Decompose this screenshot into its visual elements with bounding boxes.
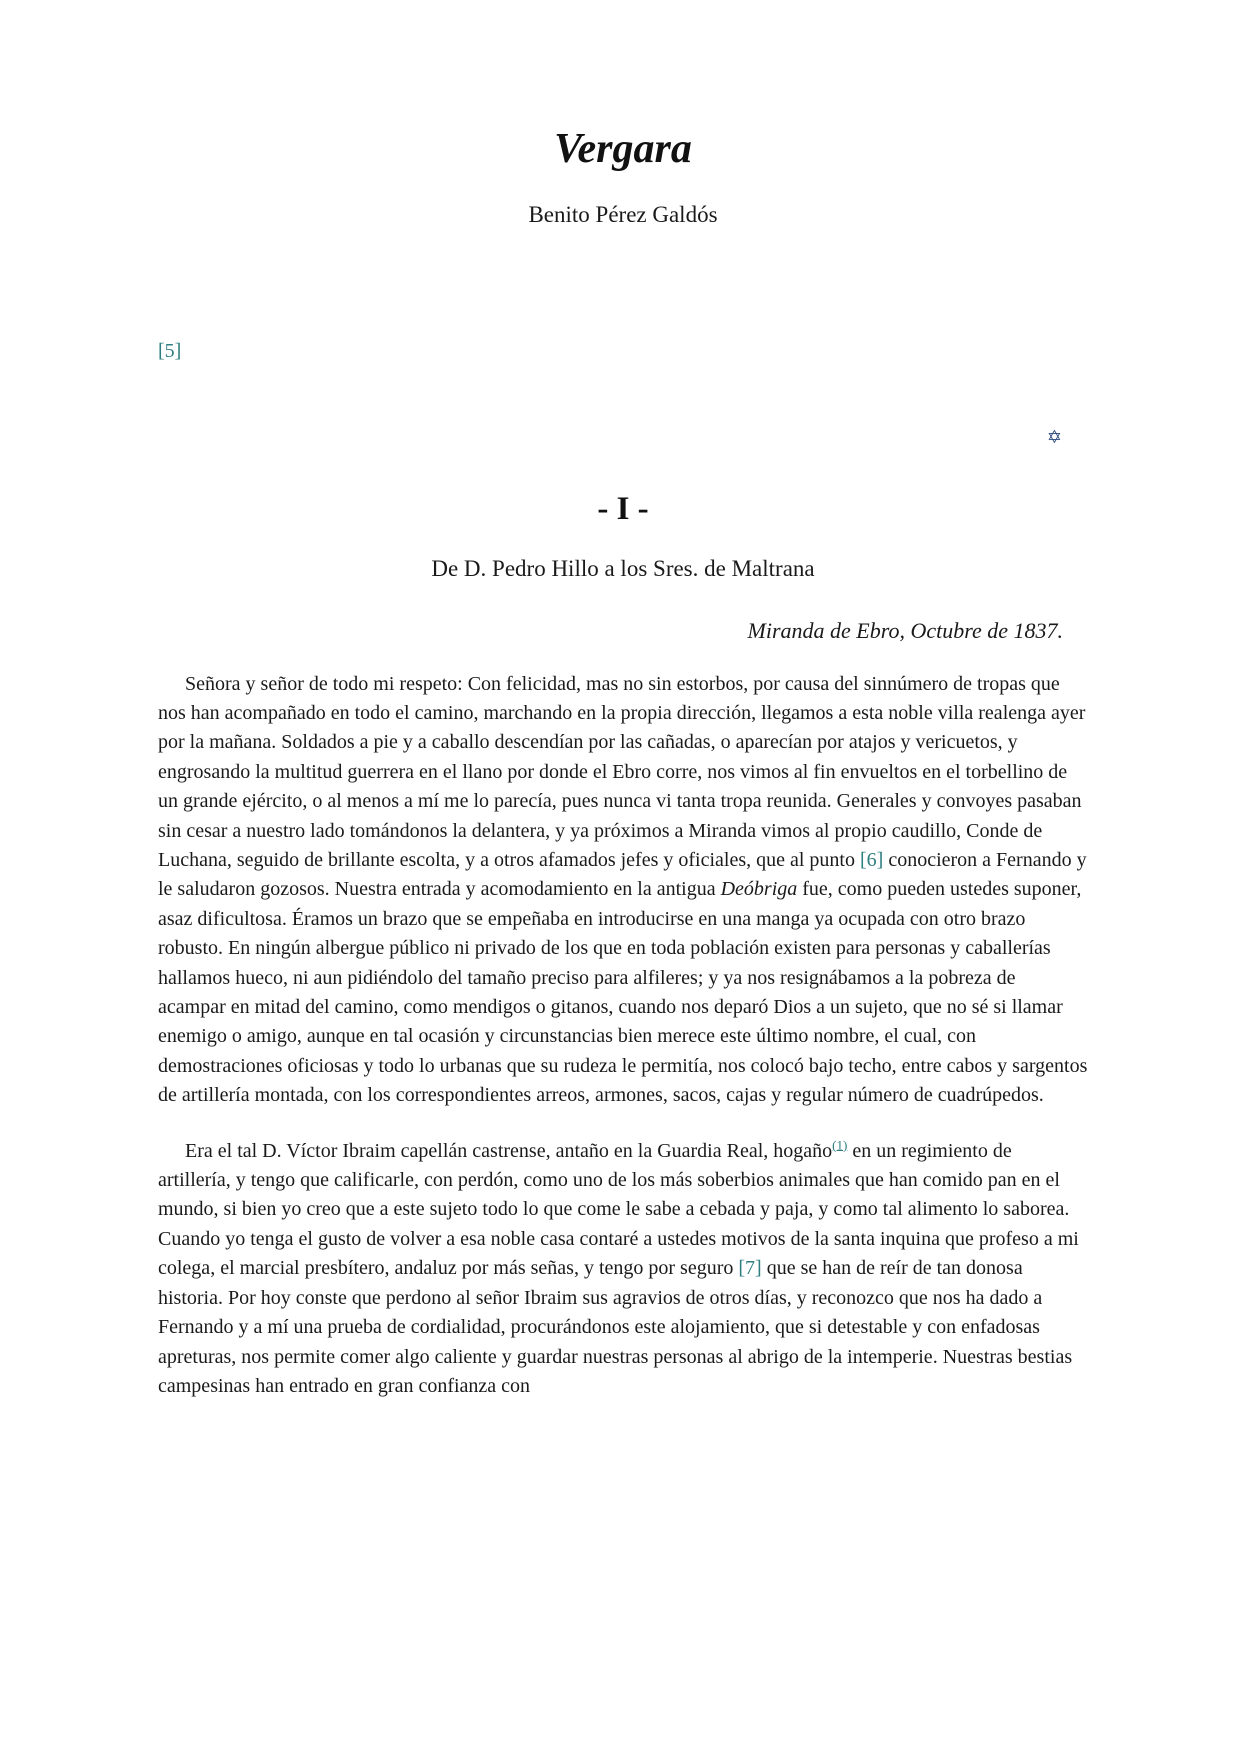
- text-run: que se han de reír de tan donosa historia. Por hoy conste que perdono al señor Ibraim sus agravios de otros días, y reconozco que nos ha dado a Fernando y a mí una prueba de cordialidad, procurándonos este alojamiento, que si detestable y con enfadosas apreturas, nos permite comer algo caliente y guardar nuestras personas al abrigo de la intemperie. Nuestras bestias campesinas han entrado en gran confianza con: [158, 1257, 1073, 1397]
- footnote-link[interactable]: (1): [832, 1137, 848, 1153]
- dateline: Miranda de Ebro, Octubre de 1837.: [747, 617, 1063, 643]
- footnote-superscript: [832, 1137, 847, 1152]
- text-run: fue, como pueden ustedes suponer, asaz dificultosa. Éramos un brazo que se empeñaba en introducirse en una manga ya ocupada con otro brazo robusto. En ningún albergue público ni privado de los que en toda población existen para personas y caballerías hallamos hueco, ni aun pidiéndolo del tamaño preciso para alfileres; y ya nos resignábamos a la pobreza de acampar en mitad del camino, como mendigos o gitanos, cuando nos deparó Dios a un sujeto, que no sé si llamar enemigo o amigo, aunque en tal ocasión y circunstancias bien merece este último nombre, el cual, con demostraciones oficiosas y todo lo urbanas que su rudeza le permitía, nos colocó bajo techo, entre cabos y sargentos de artillería montada, con los correspondientes arreos, armones, sacos, cajas y regular número de cuadrúpedos.: [158, 878, 1088, 1107]
- paragraph: [158, 670, 1088, 1111]
- book-author: Benito Pérez Galdós: [528, 202, 718, 228]
- text-run: en un regimiento de artillería, y tengo que calificarle, con perdón, como uno de los más soberbios animales que han comido pan en el mundo, si bien yo creo que a este sujeto todo lo que come le sabe a cebada y paja, y como tal alimento lo saborea. Cuando yo tenga el gusto de volver a esa noble casa contaré a ustedes motivos de la santa inquina que profeso a mi colega, el marcial presbítero, andaluz por más señas, y tengo por seguro: [158, 1139, 1079, 1280]
- chapter-heading: - I -: [597, 490, 649, 527]
- chapter-subtitle: De D. Pedro Hillo a los Sres. de Maltrana: [431, 555, 815, 581]
- star-of-david-icon[interactable]: ✡: [1046, 427, 1062, 448]
- page-number-link[interactable]: [7]: [738, 1257, 762, 1280]
- page-number-link[interactable]: [6]: [859, 849, 884, 872]
- book-title: Vergara: [554, 126, 692, 172]
- paragraph: [158, 1137, 1088, 1402]
- italic-term: Deóbriga: [720, 878, 798, 901]
- page-anchor-link-5[interactable]: [5]: [158, 340, 182, 363]
- page-marker-row: [158, 340, 1088, 363]
- text-run: conocieron a Fernando y le saludaron gozosos. Nuestra entrada y acomodamiento en la antigua: [158, 849, 1087, 901]
- body-text: [158, 670, 1088, 1402]
- text-run: Era el tal D. Víctor Ibraim capellán castrense, antaño en la Guardia Real, hogaño: [185, 1139, 833, 1162]
- section-anchor-row: [158, 428, 1088, 448]
- text-run: Señora y señor de todo mi respeto: Con felicidad, mas no sin estorbos, por causa del sinnúmero de tropas que nos han acompañado en todo el camino, marchando en la propia dirección, llegamos a esta noble villa realenga ayer por la mañana. Soldados a pie y a caballo descendían por las cañadas, o aparecían por atajos y vericuetos, y engrosando la multitud guerrera en el llano por donde el Ebro corre, nos vimos al fin envueltos en el torbellino de un grande ejército, o al menos a mí me lo parecía, pues nunca vi tanta tropa reunida. Generales y convoyes pasaban sin cesar a nuestro lado tomándonos la delantera, y ya próximos a Miranda vimos al propio caudillo, Conde de Luchana, seguido de brillante escolta, y a otros afamados jefes y oficiales, que al punto: [158, 672, 1086, 872]
